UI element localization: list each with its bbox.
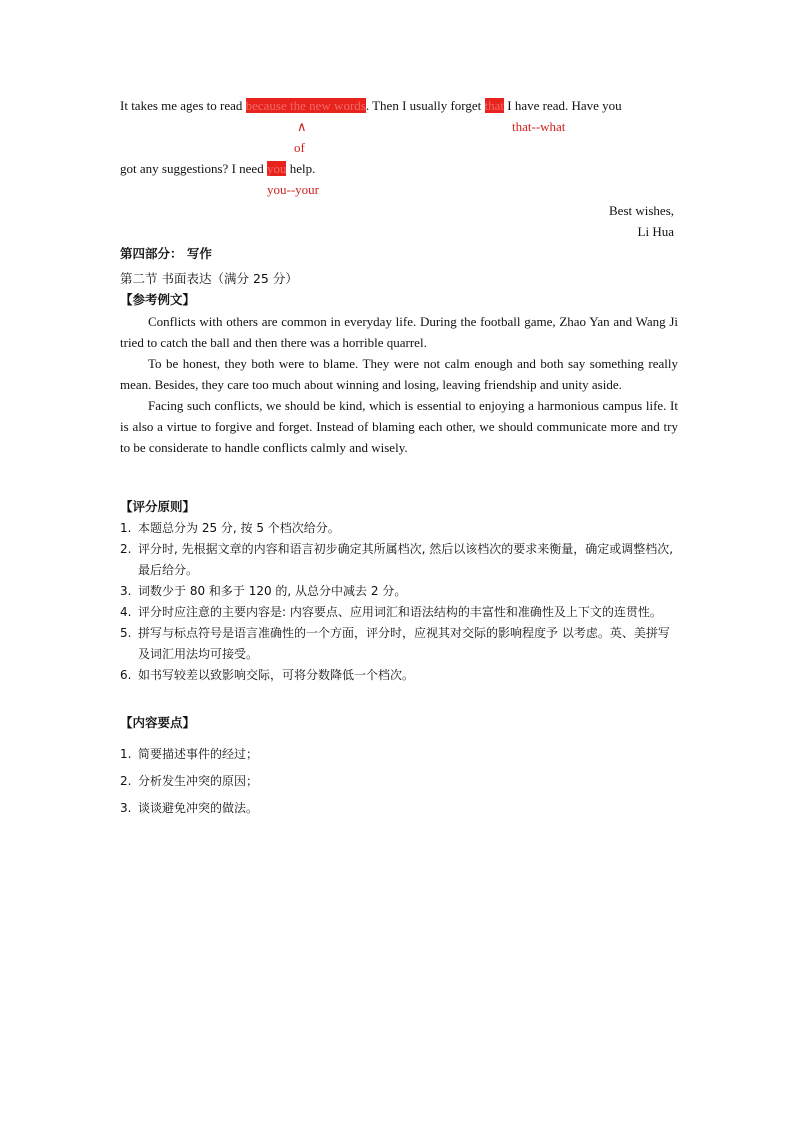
- list-item: 2. 评分时, 先根据文章的内容和语言初步确定其所属档次, 然后以该档次的要求来衡量，确定或调整档次, 最后给分。: [120, 542, 674, 577]
- correction-that-what: that--what: [512, 119, 566, 134]
- list-item: 3. 词数少于 80 和多于 120 的, 从总分中减去 2 分。: [120, 584, 407, 598]
- letter-text: got any suggestions? I need: [120, 161, 267, 176]
- sample-essay: [120, 311, 678, 458]
- letter-text: I have read. Have you: [504, 98, 622, 113]
- scoring-heading: 【评分原则】: [120, 499, 196, 514]
- essay-paragraph: To be honest, they both were to blame. They were not calm enough and both say something really mean. Besides, they care too much about winning and losing, leaving friendship and unity aside.: [120, 356, 678, 392]
- essay-paragraph: Facing such conflicts, we should be kind, which is essential to enjoying a harmonious campus life. It is also a virtue to forgive and forget. Instead of blaming each other, we should communicate more and try to be considerate to handle conflicts calmly and wisely.: [120, 398, 678, 455]
- letter-text: help.: [286, 161, 316, 176]
- letter-line-2: [120, 161, 315, 177]
- list-item: 1. 简要描述事件的经过；: [120, 747, 259, 761]
- sample-heading: 【参考例文】: [120, 292, 196, 307]
- error-highlight-that: that: [484, 98, 505, 113]
- content-heading: 【内容要点】: [120, 715, 196, 730]
- insertion-caret: ∧: [297, 119, 307, 134]
- list-item: 5. 拼写与标点符号是语言准确性的一个方面，评分时，应视其对交际的影响程度予 以考虑。英、美拼写及词汇用法均可接受。: [120, 626, 670, 661]
- essay-paragraph: Conflicts with others are common in everyday life. During the football game, Zhao Yan and Wang Ji tried to catch the ball and then there was a horrible quarrel.: [120, 314, 678, 350]
- list-item: 4. 评分时应注意的主要内容是: 内容要点、应用词汇和语法结构的丰富性和准确性及上下文的连贯性。: [120, 605, 662, 619]
- letter-signature: Li Hua: [637, 224, 674, 239]
- list-item: 6. 如书写较差以致影响交际，可将分数降低一个档次。: [120, 668, 415, 682]
- content-list: [120, 741, 680, 822]
- letter-closing: Best wishes,: [609, 203, 674, 218]
- error-highlight-because: because the new words: [245, 98, 366, 113]
- letter-text: It takes me ages to read: [120, 98, 246, 113]
- correction-of: of: [294, 140, 305, 155]
- list-item: 1. 本题总分为 25 分, 按 5 个档次给分。: [120, 521, 340, 535]
- list-item: 3. 谈谈避免冲突的做法。: [120, 801, 259, 815]
- subsection-title: 第二节 书面表达（满分 25 分）: [120, 271, 298, 286]
- letter-line-1: [120, 98, 622, 114]
- letter-text: . Then I usually forget: [365, 98, 485, 113]
- correction-you-your: you--your: [267, 182, 319, 197]
- part-title: 第四部分： 写作: [120, 246, 212, 261]
- error-highlight-you: you: [266, 161, 287, 176]
- list-item: 2. 分析发生冲突的原因；: [120, 774, 259, 788]
- scoring-list: [120, 518, 680, 686]
